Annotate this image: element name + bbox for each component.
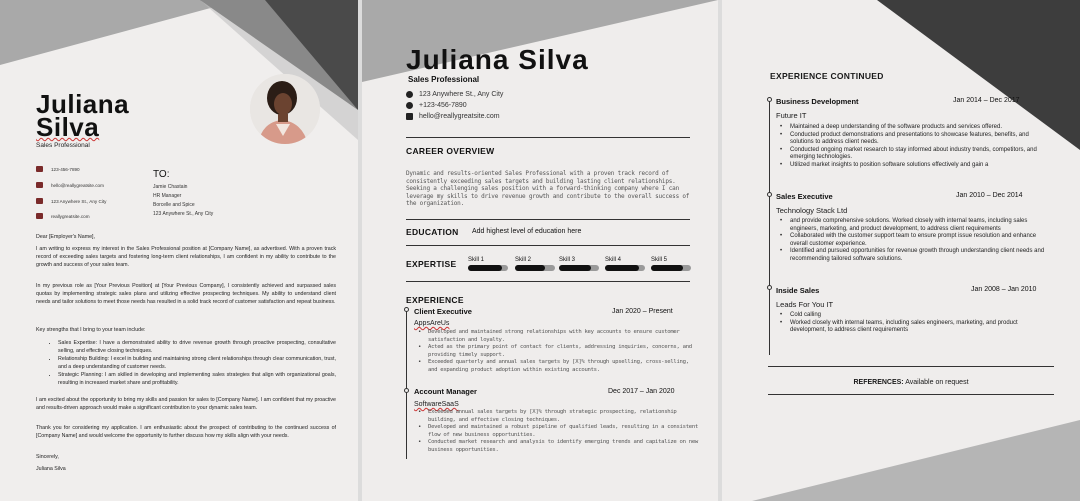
last-name: Silva	[36, 112, 100, 142]
job-bullets	[780, 218, 1050, 264]
company-name: Technology Stack Ltd	[776, 206, 848, 215]
location-icon	[406, 91, 413, 98]
phone-text: +123-456-7890	[419, 102, 467, 109]
strength-item: • Sales Expertise: I have a demonstrated ability to drive revenue growth through proactive prospecting, consultative selling, and effective closing techniques.	[58, 339, 336, 355]
bullet-item: • Cold calling	[780, 312, 1050, 320]
skill-fill	[605, 265, 639, 271]
references-line	[768, 379, 1054, 386]
timeline-line	[406, 309, 407, 459]
timeline-dot	[767, 285, 772, 290]
job-date: Jan 2020 – Present	[612, 308, 673, 315]
phone-row	[36, 166, 80, 172]
company-name: SoftwareSaaS	[414, 401, 459, 408]
divider	[768, 394, 1054, 395]
recipient-block	[153, 183, 213, 219]
bullet-item: • Worked closely with internal teams, including sales engineers, marketing, and product development, to address client requirements	[780, 320, 1050, 335]
education-heading: EDUCATION	[406, 227, 459, 237]
job-title: Sales Professional	[36, 142, 90, 149]
company-name: Future IT	[776, 111, 807, 120]
divider	[406, 245, 690, 246]
bullet-item: • and provide comprehensive solutions. Worked closely with internal teams, including sales engineers, marketing, and product development, to address client requirements	[780, 218, 1050, 233]
skill-bar	[605, 265, 645, 271]
resume-page	[362, 0, 718, 501]
job-title: Account Manager	[414, 387, 477, 396]
divider	[406, 137, 690, 138]
bullet-item: • Developed and maintained a robust pipeline of qualified leads, resulting in a consistent flow of new business opportunities.	[418, 424, 698, 439]
skill-bar	[559, 265, 599, 271]
job-date: Dec 2017 – Jan 2020	[608, 388, 675, 395]
bottom-triangle	[752, 420, 1080, 501]
references-text: Available on request	[905, 379, 969, 386]
location-icon	[36, 198, 43, 204]
bullet-item: • Exceeded annual sales targets by [X]% through strategic prospecting, relationship building, and effective closing techniques.	[418, 409, 698, 424]
recipient-title: HR Manager	[153, 193, 182, 199]
job-title: Client Executive	[414, 307, 472, 316]
skill-label: Skill 4	[605, 257, 622, 263]
skill-label: Skill 2	[515, 257, 532, 263]
skill-fill	[651, 265, 683, 271]
career-text: Dynamic and results-oriented Sales Professional with a proven track record of consistently exceeding sales targets and building lasting client relationships. Seeking a challenging sales position with a forward-thinking company where I can leverage my skills to drive revenue growth and contribute to the overall success of the organization.	[406, 170, 690, 207]
skill-fill	[515, 265, 545, 271]
address-text: 123 Anywhere St., Any City	[419, 91, 504, 98]
skill-3	[559, 257, 599, 271]
letter-paragraph-1: I am writing to express my interest in the Sales Professional position at [Company Name], as advertised. With a proven track record of exceeding sales targets and fostering long-term client relationships, I am confident in my ability to contribute to the growth and success of your sales team.	[36, 246, 336, 268]
bullet-item: • Acted as the primary point of contact for clients, addressing inquiries, concerns, and providing timely support.	[418, 344, 698, 359]
bullet-item: • Utilized market insights to position software solutions effectively and gain a	[780, 162, 1050, 170]
bullet-item: • Collaborated with the customer support team to ensure prompt issue resolution and enhance overall customer experience.	[780, 233, 1050, 248]
bullet-item: • Maintained a deep understanding of the software products and services offered.	[780, 124, 1050, 132]
resume-name: Juliana Silva	[406, 44, 589, 75]
expertise-heading: EXPERTISE	[406, 259, 457, 269]
job-date: Jan 2014 – Dec 2017	[953, 97, 1020, 104]
email-text: hello@reallygreatsite.com	[51, 182, 104, 188]
first-name: Juliana	[36, 89, 130, 119]
bullet-item: • Exceeded quarterly and annual sales targets by [X]% through upselling, cross-selling, and expanding product adoption within existing accounts.	[418, 359, 698, 374]
bullet-item: • Identified and pursued opportunities for revenue growth through understanding client needs and recommending tailored software solutions.	[780, 248, 1050, 263]
recipient-name: Jamie Chastain	[153, 184, 188, 190]
job-bullets	[418, 329, 698, 374]
skill-bar	[515, 265, 555, 271]
email-icon	[406, 113, 413, 120]
skill-5	[651, 257, 691, 271]
timeline-dot	[767, 97, 772, 102]
skill-fill	[468, 265, 502, 271]
closing: Sincerely,	[36, 454, 59, 460]
references-label: REFERENCES:	[853, 379, 904, 386]
website-icon	[36, 213, 43, 219]
letter-paragraph-4: I am excited about the opportunity to bring my skills and passion for sales to [Company Name]. I am confident that my proactive and results-driven approach would make a significant contribution to your dynamic sales team.	[36, 397, 336, 411]
skill-label: Skill 3	[559, 257, 576, 263]
job-date: Jan 2008 – Jan 2010	[971, 286, 1037, 293]
skill-label: Skill 1	[468, 257, 485, 263]
skill-label: Skill 5	[651, 257, 668, 263]
timeline-dot	[404, 307, 409, 312]
career-heading: CAREER OVERVIEW	[406, 146, 495, 156]
salutation: Dear [Employer's Name],	[36, 234, 96, 240]
education-text: Add highest level of education here	[472, 228, 582, 235]
email-row	[36, 182, 104, 188]
skill-1	[468, 257, 508, 271]
strength-item: • Relationship Building: I excel in building and maintaining strong client relationships through clear communication, trust, and a deep understanding of customer needs.	[58, 355, 336, 371]
experience-continued-page	[722, 0, 1080, 501]
address-row	[406, 91, 503, 98]
skill-bar	[468, 265, 508, 271]
email-text: hello@reallygreatsite.com	[419, 113, 500, 120]
experience-heading: EXPERIENCE	[406, 295, 464, 305]
skill-fill	[559, 265, 591, 271]
continued-heading: EXPERIENCE CONTINUED	[770, 71, 884, 81]
job-bullets	[780, 124, 1050, 170]
company-name: Leads For You IT	[776, 300, 834, 309]
phone-row	[406, 102, 467, 109]
address-text: 123 Anywhere St., Any City	[51, 198, 107, 204]
skill-bar	[651, 265, 691, 271]
letter-paragraph-2: In my previous role as [Your Previous Position] at [Your Previous Company], I consistently achieved and surpassed sales quotas by implementing strategic sales plans and utilizing effective prospecting techniques. My ability to understand client needs and tailor solutions to meet those needs has resulted in a solid track record of customer satisfaction and repeat business.	[36, 283, 336, 305]
person-illustration	[250, 74, 320, 144]
website-row	[36, 213, 90, 219]
cover-letter-page	[0, 0, 358, 501]
skill-2	[515, 257, 555, 271]
resume-title: Sales Professional	[408, 75, 480, 84]
address-row	[36, 198, 106, 204]
recipient-company: Borcelle and Spice	[153, 202, 195, 208]
skill-4	[605, 257, 645, 271]
job-bullets	[418, 409, 698, 454]
to-label: TO:	[153, 169, 170, 180]
phone-icon	[36, 166, 43, 172]
company-name: AppsAreUs	[414, 320, 450, 327]
job-bullets	[780, 312, 1050, 335]
profile-photo	[250, 74, 320, 144]
bullet-item: • Conducted product demonstrations and presentations to showcase features, benefits, and solutions to address client needs.	[780, 132, 1050, 147]
timeline-dot	[767, 192, 772, 197]
job-title: Sales Executive	[776, 192, 833, 201]
website-text: reallygreatsite.com	[51, 213, 90, 219]
bullet-item: • Conducted market research and analysis to identify emerging trends and capitalize on new business opportunities.	[418, 439, 698, 454]
bullet-item: • Conducted ongoing market research to stay informed about industry trends, competitors, and emerging technologies.	[780, 147, 1050, 162]
email-icon	[36, 182, 43, 188]
phone-text: 123-456-7890	[51, 166, 80, 172]
divider	[406, 281, 690, 282]
job-title: Inside Sales	[776, 286, 820, 295]
top-left-triangle	[0, 0, 240, 65]
timeline-dot	[404, 388, 409, 393]
strength-item: • Strategic Planning: I am skilled in developing and implementing sales strategies that align with organizational goals, resulting in increased market share and profitability.	[58, 371, 336, 387]
divider	[768, 366, 1054, 367]
timeline-line	[769, 100, 770, 355]
job-title: Business Development	[776, 97, 859, 106]
recipient-address: 123 Anywhere St., Any City	[153, 211, 214, 217]
bullet-item: • Developed and maintained strong relationships with key accounts to ensure customer satisfaction and loyalty.	[418, 329, 698, 344]
letter-paragraph-5: Thank you for considering my application. I am enthusiastic about the prospect of contributing to the continued success of [Company Name] and would welcome the opportunity to further discuss how my skills align with your needs.	[36, 425, 336, 439]
letter-paragraph-3: Key strengths that I bring to your team include:	[36, 327, 146, 333]
phone-icon	[406, 102, 413, 109]
divider	[406, 219, 690, 220]
signature: Juliana Silva	[36, 466, 66, 472]
job-date: Jan 2010 – Dec 2014	[956, 192, 1023, 199]
email-row	[406, 113, 500, 120]
strengths-list	[36, 339, 336, 387]
